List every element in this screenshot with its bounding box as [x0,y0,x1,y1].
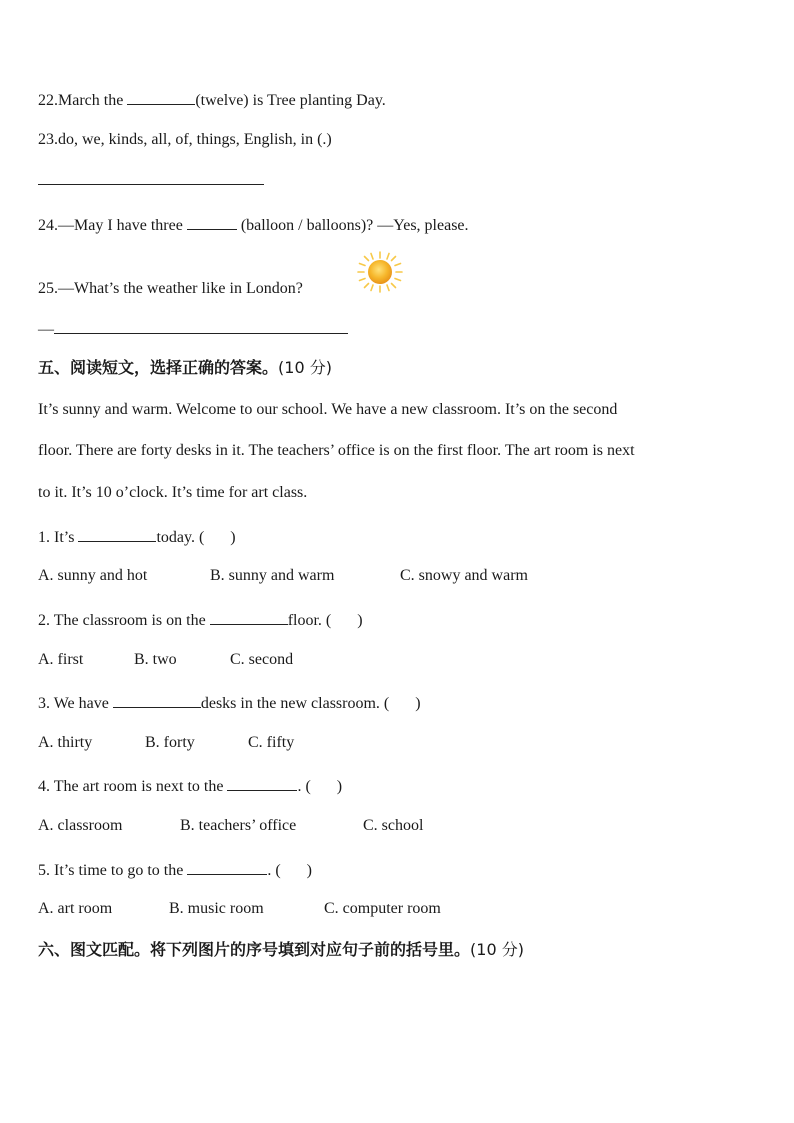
option-a[interactable]: A. sunny and hot [38,567,148,584]
question-text: . ( [297,778,311,795]
question-text: floor. ( [287,612,332,629]
option-b[interactable]: B. teachers’ office [180,817,297,834]
question-text: desks in the new classroom. ( [200,695,390,712]
answer-blank[interactable] [38,168,264,185]
option-b[interactable]: B. sunny and warm [210,567,335,584]
reading-question-3 [38,691,421,714]
question-text: —May I have three [58,217,187,234]
question-text: March the [58,92,128,109]
question-text: 4. The art room is next to the [38,778,228,795]
option-b[interactable]: B. forty [145,734,195,751]
question-25-answer[interactable] [38,317,348,340]
option-c[interactable]: C. fifty [248,734,295,751]
question-text: today. ( [156,529,205,546]
reading-question-5 [38,858,312,881]
option-a[interactable]: A. first [38,651,84,668]
section-points: (10 分) [470,940,524,959]
reading-question-2 [38,608,363,631]
option-c[interactable]: C. snowy and warm [400,567,528,584]
section-5-heading [38,358,332,378]
question-text: 5. It’s time to go to the [38,862,188,879]
question-number: 23. [38,131,58,148]
section-title: 五、阅读短文，选择正确的答案。 [38,358,279,377]
question-text: —What’s the weather like in London? [58,280,303,297]
section-title: 六、图文匹配。将下列图片的序号填到对应句子前的括号里。 [38,940,471,959]
option-c[interactable]: C. computer room [324,900,441,917]
passage-line: floor. There are forty desks in it. The teachers’ office is on the first floor. The art room is next [38,442,635,459]
bracket-close: ) [306,862,312,879]
passage-line: to it. It’s 10 o’clock. It’s time for art class. [38,484,308,501]
answer-blank[interactable] [227,774,297,791]
question-number: 25. [38,280,58,297]
reading-question-1 [38,525,236,548]
answer-blank[interactable] [187,213,237,230]
reading-question-4 [38,774,342,797]
question-number: 24. [38,217,58,234]
section-points: (10 分) [278,358,332,377]
answer-blank[interactable] [127,88,195,105]
option-c[interactable]: C. second [230,651,294,668]
option-b[interactable]: B. two [134,651,177,668]
answer-blank[interactable] [187,858,267,875]
answer-blank[interactable] [210,608,288,625]
question-number: 22. [38,92,58,109]
question-text: 3. We have [38,695,113,712]
question-22 [38,88,386,111]
answer-line[interactable] [38,168,264,191]
bracket-close: ) [230,529,236,546]
option-b[interactable]: B. music room [169,900,264,917]
question-text: . ( [267,862,281,879]
answer-dash: — [38,321,54,338]
question-25 [38,279,303,299]
question-text: 2. The classroom is on the [38,612,210,629]
option-a[interactable]: A. classroom [38,817,123,834]
answer-blank[interactable] [113,691,201,708]
question-text: (balloon / balloons)? —Yes, please. [236,217,469,234]
answer-blank[interactable] [54,317,348,334]
answer-blank[interactable] [78,525,156,542]
question-text: (twelve) is Tree planting Day. [195,92,386,109]
option-c[interactable]: C. school [363,817,424,834]
bracket-close: ) [415,695,421,712]
option-a[interactable]: A. art room [38,900,113,917]
option-a[interactable]: A. thirty [38,734,93,751]
question-23 [38,130,332,150]
bracket-close: ) [357,612,363,629]
question-text: do, we, kinds, all, of, things, English, in (.) [58,131,332,148]
section-6-heading [38,940,524,960]
bracket-close: ) [336,778,343,795]
sun-icon [356,250,404,294]
question-text: 1. It’s [38,529,79,546]
passage-line: It’s sunny and warm. Welcome to our school. We have a new classroom. It’s on the second [38,401,618,418]
question-24 [38,213,469,236]
